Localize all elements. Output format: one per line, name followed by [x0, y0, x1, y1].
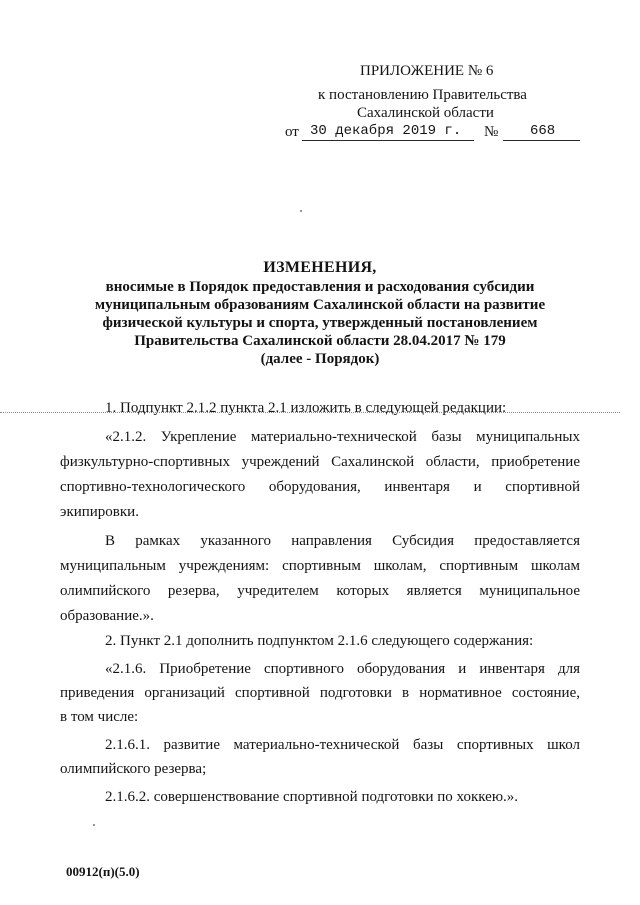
subitem-2-1-2-line-2: физкультурно-спортивных учреждений Сахалинской области, приобретение: [60, 454, 580, 470]
title-line-2: муниципальным образованиям Сахалинской области на развитие: [94, 297, 546, 313]
title-line-3: физической культуры и спорта, утвержденный постановлением: [102, 315, 538, 331]
subitem-2-1-6-line-1: «2.1.6. Приобретение спортивного оборудования и инвентаря для: [105, 661, 580, 677]
subitem-2-1-6-1-line-2: олимпийского резерва;: [60, 761, 207, 777]
region-name: Сахалинской области: [357, 105, 494, 121]
title-line-1: вносимые в Порядок предоставления и расходования субсидии: [105, 279, 535, 295]
subsidy-frame-line-3: олимпийского резерва, учредителем которых является муниципальное: [60, 583, 580, 599]
scan-speck: [300, 210, 302, 212]
resolution-number: 668: [530, 123, 556, 139]
amendment-2-heading: 2. Пункт 2.1 дополнить подпунктом 2.1.6 следующего содержания:: [105, 633, 534, 649]
resolution-date: 30 декабря 2019 г.: [310, 123, 462, 139]
subsidy-frame-line-2: муниципальным учреждениям: спортивным школам, спортивным школам: [60, 558, 580, 574]
title-line-5: (далее - Порядок): [260, 351, 380, 367]
subitem-2-1-6-2: 2.1.6.2. совершенствование спортивной подготовки по хоккею.».: [105, 789, 519, 805]
subsidy-frame-line-4: образование.».: [60, 608, 154, 624]
document-title: ИЗМЕНЕНИЯ,: [263, 259, 377, 276]
subitem-2-1-6-line-3: в том числе:: [60, 709, 139, 725]
number-underline: [503, 140, 580, 141]
subitem-2-1-6-line-2: приведения организаций спортивной подготовки в нормативное состояние,: [60, 685, 580, 701]
number-prefix: №: [484, 124, 499, 140]
document-code: 00912(п)(5.0): [66, 864, 140, 879]
scan-dotted-line: [0, 412, 620, 413]
date-prefix: от: [285, 124, 299, 140]
subsidy-frame-line-1: В рамках указанного направления Субсидия предоставляется: [105, 533, 580, 549]
title-line-4: Правительства Сахалинской области 28.04.2017 № 179: [134, 333, 506, 349]
subitem-2-1-2-line-1: «2.1.2. Укрепление материально-технической базы муниципальных: [105, 429, 580, 445]
subitem-2-1-6-1-line-1: 2.1.6.1. развитие материально-технической базы спортивных школ: [105, 737, 580, 753]
subitem-2-1-2-line-4: экипировки.: [60, 504, 139, 520]
date-underline: [302, 140, 474, 141]
amendment-1-heading: 1. Подпункт 2.1.2 пункта 2.1 изложить в следующей редакции:: [105, 400, 507, 416]
resolution-reference: к постановлению Правительства: [318, 87, 527, 103]
scan-speck: [93, 824, 95, 826]
subitem-2-1-2-line-3: спортивно-технологического оборудования, инвентаря и спортивной: [60, 479, 580, 495]
appendix-label: ПРИЛОЖЕНИЕ № 6: [360, 63, 494, 79]
